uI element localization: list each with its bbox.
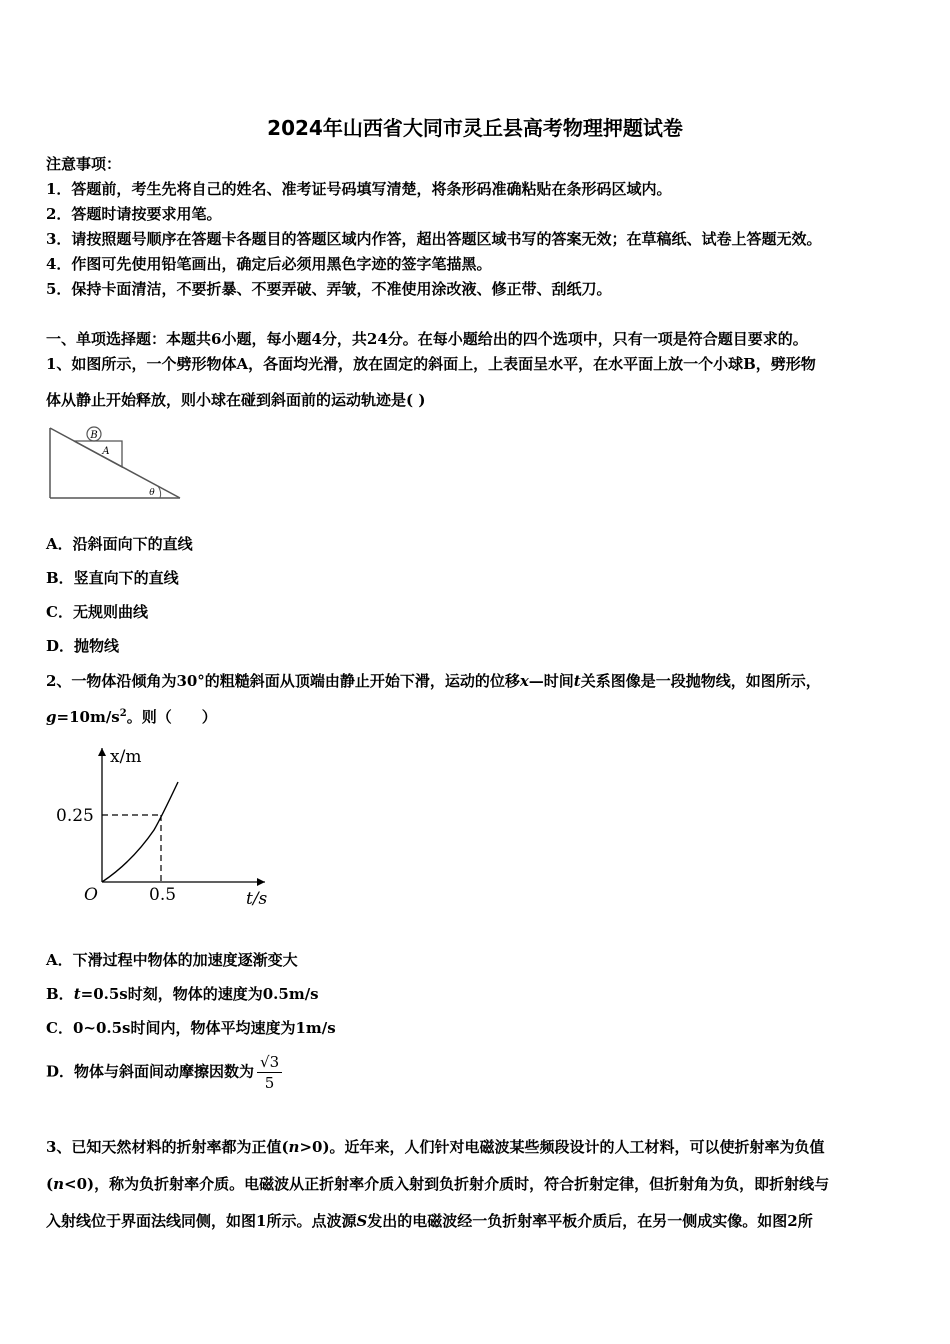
- q2-stem-line2: $g=10m/s^2$。则（ ）: [46, 708, 217, 726]
- q1-wedge-label: A: [102, 446, 110, 457]
- q1-option-b: B．竖直向下的直线: [46, 569, 179, 587]
- q2-option-d: D．物体与斜面间动摩擦因数为 $\frac{√3}{5}$: [46, 1052, 282, 1093]
- q1-option-c: C．无规则曲线: [46, 603, 148, 621]
- x-tick-label: 0.5: [149, 885, 177, 905]
- q2-position-time-graph: [50, 742, 280, 914]
- q2-option-b: B．t=0.5s时刻，物体的速度为0.5m/s: [46, 985, 319, 1003]
- section-heading: 一、单项选择题：本题共6小题，每小题4分，共24分。在每小题给出的四个选项中，只有一项是符合题目要求的。: [46, 330, 808, 348]
- q1-option-a: A．沿斜面向下的直线: [46, 535, 193, 553]
- q2-stem-line1: 2、一物体沿倾角为30°的粗糙斜面从顶端由静止开始下滑，运动的位移x—时间t关系图像是一段抛物线，如图所示，: [46, 672, 821, 690]
- notice-item: 1．答题前，考生先将自己的姓名、准考证号码填写清楚，将条形码准确粘贴在条形码区域内。: [46, 180, 672, 198]
- q1-angle-label: θ: [149, 488, 155, 498]
- page-title: 2024年山西省大同市灵丘县高考物理押题试卷: [267, 116, 683, 140]
- notice-item: 3．请按照题号顺序在答题卡各题目的答题区域内作答，超出答题区域书写的答案无效；在草稿纸、试卷上答题无效。: [46, 230, 822, 248]
- q3-stem-line1: 3、已知天然材料的折射率都为正值(n>0)。近年来，人们针对电磁波某些频段设计的人工材料，可以使折射率为负值: [46, 1138, 825, 1156]
- q2-option-a: A．下滑过程中物体的加速度逐渐变大: [46, 951, 298, 969]
- y-axis-label: x/m: [110, 747, 142, 767]
- notice-item: 4．作图可先使用铅笔画出，确定后必须用黑色字迹的签字笔描黑。: [46, 255, 492, 273]
- displacement-curve: [102, 782, 178, 882]
- q1-option-d: D．抛物线: [46, 637, 120, 655]
- origin-label: O: [84, 885, 98, 905]
- q1-stem-line1: 1、如图所示，一个劈形物体A，各面均光滑，放在固定的斜面上，上表面呈水平，在水平面上放一个小球B，劈形物: [46, 355, 816, 373]
- notice-heading: 注意事项：: [46, 155, 122, 173]
- fraction: $\frac{√3}{5}$: [257, 1052, 282, 1093]
- q3-stem-line3: 入射线位于界面法线同侧，如图1所示。点波源S发出的电磁波经一负折射率平板介质后，在另一侧成实像。如图2所: [46, 1212, 813, 1230]
- q1-stem-line2: 体从静止开始释放，则小球在碰到斜面前的运动轨迹是( ): [46, 391, 426, 409]
- q1-ball-label: B: [90, 430, 98, 441]
- notice-item: 2．答题时请按要求用笔。: [46, 205, 222, 223]
- q3-stem-line2: (n<0)，称为负折射率介质。电磁波从正折射率介质入射到负折射介质时，符合折射定律，但折射角为负，即折射线与: [46, 1175, 830, 1193]
- q1-incline-figure: [46, 422, 186, 502]
- y-tick-label: 0.25: [56, 806, 94, 826]
- x-axis-label: t/s: [246, 889, 268, 909]
- q2-option-c: C．0~0.5s时间内，物体平均速度为1m/s: [46, 1019, 336, 1037]
- notice-item: 5．保持卡面清洁，不要折暴、不要弄破、弄皱，不准使用涂改液、修正带、刮纸刀。: [46, 280, 612, 298]
